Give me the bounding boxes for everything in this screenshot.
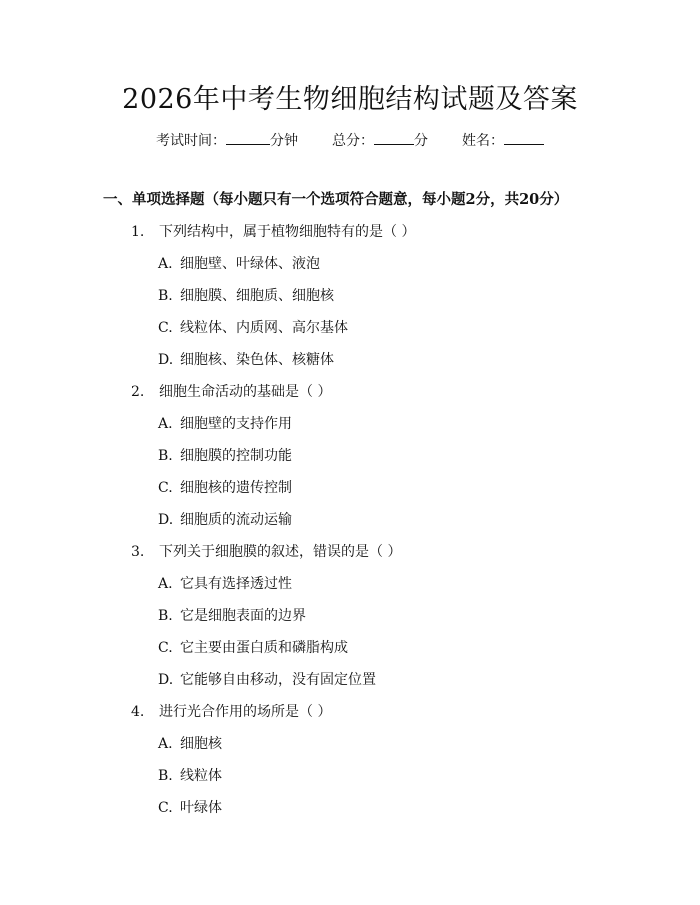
question-number: 1. [131,224,145,240]
section-heading: 一、单项选择题（每小题只有一个选项符合题意，每小题2分，共20分） [103,191,569,208]
option-text: 细胞质的流动运输 [180,512,292,528]
option-text: 它是细胞表面的边界 [180,608,306,624]
option-letter: B. [158,448,173,464]
total-score-label: 总分： [332,133,374,149]
option-letter: A. [158,576,173,592]
answer-option [0,286,700,318]
question-number: 2. [131,384,145,400]
answer-option [0,318,700,350]
answer-option [0,766,700,798]
option-letter: D. [158,352,174,368]
option-text: 细胞膜、细胞质、细胞核 [180,288,334,304]
option-letter: A. [158,256,173,272]
question-stem [0,222,700,254]
answer-option [0,670,700,702]
option-letter: A. [158,416,173,432]
option-text: 细胞核、染色体、核糖体 [180,352,334,368]
question-list [0,222,700,830]
question-number: 4. [131,704,145,720]
question-text: 下列结构中，属于植物细胞特有的是（ ） [159,224,416,240]
option-letter: D. [158,672,174,688]
exam-info-row [0,130,700,151]
question-stem [0,702,700,734]
question-number: 3. [131,544,145,560]
option-letter: C. [158,640,173,656]
answer-option [0,414,700,446]
exam-time-unit: 分钟 [270,133,298,149]
option-letter: C. [158,320,173,336]
option-letter: C. [158,480,173,496]
student-name-blank [504,130,544,145]
answer-option [0,734,700,766]
total-score-unit: 分 [414,133,428,149]
student-name-label: 姓名： [462,133,504,149]
option-text: 细胞核的遗传控制 [180,480,292,496]
exam-time-label: 考试时间： [156,133,226,149]
question-stem [0,382,700,414]
option-letter: B. [158,768,173,784]
option-text: 细胞核 [180,736,222,752]
page-title: 2026年中考生物细胞结构试题及答案 [122,84,578,115]
option-letter: B. [158,288,173,304]
option-text: 细胞壁的支持作用 [180,416,292,432]
exam-time-field [156,130,298,151]
total-score-field [332,130,428,151]
option-text: 叶绿体 [180,800,222,816]
option-text: 它能够自由移动，没有固定位置 [180,672,376,688]
option-text: 线粒体、内质网、高尔基体 [180,320,348,336]
exam-time-blank [226,130,270,145]
question-text: 下列关于细胞膜的叙述，错误的是（ ） [159,544,402,560]
question-stem [0,542,700,574]
answer-option [0,574,700,606]
answer-option [0,254,700,286]
question-text: 进行光合作用的场所是（ ） [159,704,332,720]
option-text: 细胞膜的控制功能 [180,448,292,464]
answer-option [0,638,700,670]
option-letter: D. [158,512,174,528]
option-text: 它具有选择透过性 [180,576,292,592]
answer-option [0,606,700,638]
answer-option [0,798,700,830]
option-text: 线粒体 [180,768,222,784]
answer-option [0,510,700,542]
option-letter: C. [158,800,173,816]
answer-option [0,350,700,382]
answer-option [0,446,700,478]
option-letter: A. [158,736,173,752]
question-text: 细胞生命活动的基础是（ ） [159,384,332,400]
student-name-field [462,130,544,151]
option-text: 细胞壁、叶绿体、液泡 [180,256,320,272]
total-score-blank [374,130,414,145]
answer-option [0,478,700,510]
option-letter: B. [158,608,173,624]
option-text: 它主要由蛋白质和磷脂构成 [180,640,348,656]
